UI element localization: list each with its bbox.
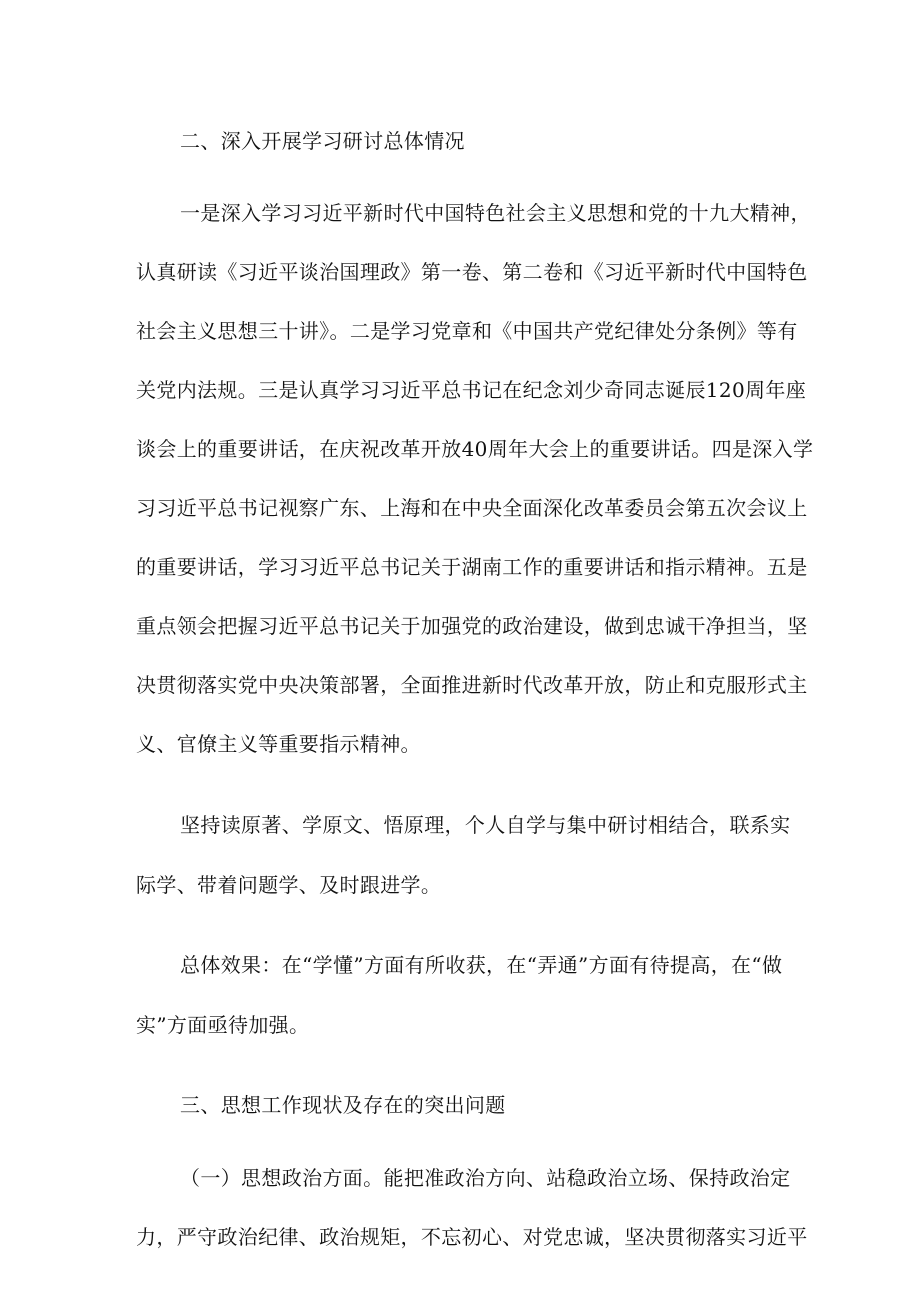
- paragraph-line: 谈会上的重要讲话，在庆祝改革开放40周年大会上的重要讲话。四是深入学: [136, 437, 814, 461]
- paragraph-line: 习习近平总书记视察广东、上海和在中央全面深化改革委员会第五次会议上: [136, 496, 808, 520]
- paragraph-line: 社会主义思想三十讲》。二是学习党章和《中国共产党纪律处分条例》等有: [136, 319, 798, 343]
- paragraph-line: 关党内法规。三是认真学习习近平总书记在纪念刘少奇同志诞辰120周年座: [136, 378, 807, 402]
- paragraph-line: 的重要讲话，学习习近平总书记关于湖南工作的重要讲话和指示精神。五是: [136, 555, 808, 579]
- paragraph-line: 力，严守政治纪律、政治规矩，不忘初心、对党忠诚，坚决贯彻落实习近平: [136, 1225, 808, 1249]
- paragraph-line: 认真研读《习近平谈治国理政》第一卷、第二卷和《习近平新时代中国特色: [136, 260, 808, 284]
- paragraph-line: 决贯彻落实党中央决策部署，全面推进新时代改革开放，防止和克服形式主: [136, 673, 808, 697]
- paragraph-line: 实”方面亟待加强。: [136, 1013, 310, 1037]
- paragraph-line: 义、官僚主义等重要指示精神。: [136, 732, 421, 756]
- paragraph-line: （一）思想政治方面。能把准政治方向、站稳政治立场、保持政治定: [180, 1166, 791, 1190]
- section-heading-3: 三、思想工作现状及存在的突出问题: [180, 1093, 506, 1117]
- paragraph-line: 总体效果：在“学懂”方面有所收获，在“弄通”方面有待提高，在“做: [180, 953, 783, 977]
- paragraph-line: 重点领会把握习近平总书记关于加强党的政治建设，做到忠诚干净担当，坚: [136, 614, 808, 638]
- paragraph-line: 一是深入学习习近平新时代中国特色社会主义思想和党的十九大精神，: [180, 201, 811, 225]
- paragraph-line: 坚持读原著、学原文、悟原理，个人自学与集中研讨相结合，联系实: [180, 813, 791, 837]
- paragraph-line: 际学、带着问题学、及时跟进学。: [136, 873, 442, 897]
- section-heading-2: 二、深入开展学习研讨总体情况: [180, 129, 465, 153]
